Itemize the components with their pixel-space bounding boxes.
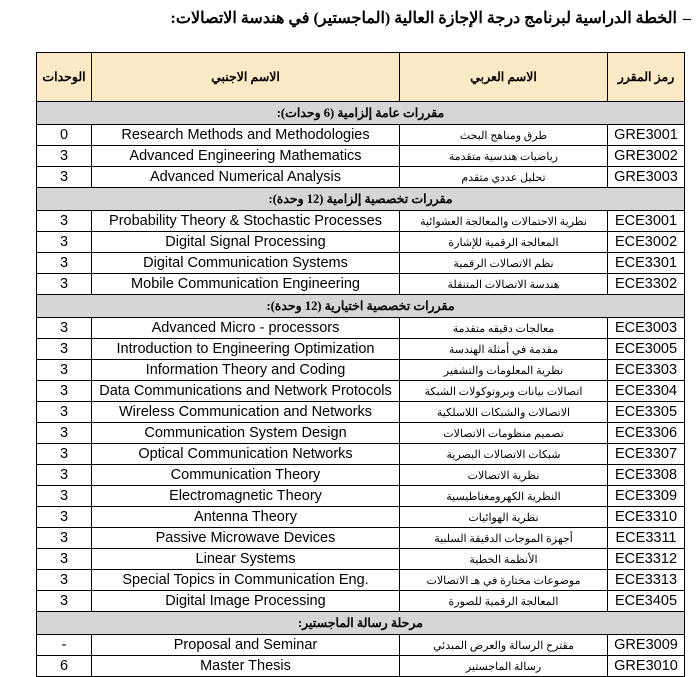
table-row xyxy=(37,549,685,570)
course-arabic-cell: معالجات دقيقه متقدمة xyxy=(400,318,608,339)
course-english-cell: Master Thesis xyxy=(92,656,400,677)
course-units-cell: 3 xyxy=(37,339,92,360)
table-row xyxy=(37,339,685,360)
table-row xyxy=(37,232,685,253)
course-english-cell: Proposal and Seminar xyxy=(92,635,400,656)
column-header-foreign-name: الاسم الاجنبي xyxy=(92,53,400,102)
course-arabic-cell: طرق ومناهج البحث xyxy=(400,125,608,146)
course-english-cell: Digital Signal Processing xyxy=(92,232,400,253)
course-code-cell: ECE3306 xyxy=(608,423,685,444)
course-units-cell: 3 xyxy=(37,402,92,423)
course-arabic-cell: شبكات الاتصالات البصرية xyxy=(400,444,608,465)
course-english-cell: Antenna Theory xyxy=(92,507,400,528)
course-units-cell: 3 xyxy=(37,528,92,549)
course-arabic-cell: المعالجة الرقمية للصورة xyxy=(400,591,608,612)
course-english-cell: Information Theory and Coding xyxy=(92,360,400,381)
course-arabic-cell: الاتصالات والشبكات اللاسلكية xyxy=(400,402,608,423)
course-units-cell: 3 xyxy=(37,549,92,570)
course-code-cell: ECE3309 xyxy=(608,486,685,507)
table-row xyxy=(37,274,685,295)
section-header-row xyxy=(37,102,685,125)
course-code-cell: ECE3302 xyxy=(608,274,685,295)
section-header-row xyxy=(37,295,685,318)
course-english-cell: Mobile Communication Engineering xyxy=(92,274,400,295)
course-units-cell: 3 xyxy=(37,360,92,381)
table-row xyxy=(37,465,685,486)
course-arabic-cell: الأنظمة الخطية xyxy=(400,549,608,570)
course-code-cell: GRE3003 xyxy=(608,167,685,188)
table-row xyxy=(37,528,685,549)
table-row xyxy=(37,635,685,656)
course-english-cell: Digital Communication Systems xyxy=(92,253,400,274)
course-arabic-cell: مقترح الرسالة والعرض المبدئي xyxy=(400,635,608,656)
course-units-cell: 3 xyxy=(37,570,92,591)
course-english-cell: Passive Microwave Devices xyxy=(92,528,400,549)
table-row xyxy=(37,444,685,465)
course-english-cell: Linear Systems xyxy=(92,549,400,570)
course-english-cell: Advanced Engineering Mathematics xyxy=(92,146,400,167)
table-row xyxy=(37,360,685,381)
course-units-cell: 3 xyxy=(37,423,92,444)
course-units-cell: 3 xyxy=(37,274,92,295)
section-title: مرحلة رسالة الماجستير: xyxy=(37,612,685,635)
course-code-cell: GRE3002 xyxy=(608,146,685,167)
course-code-cell: GRE3010 xyxy=(608,656,685,677)
course-units-cell: 3 xyxy=(37,465,92,486)
course-code-cell: ECE3313 xyxy=(608,570,685,591)
course-arabic-cell: موضوعات مختارة في هـ الاتصالات xyxy=(400,570,608,591)
table-row xyxy=(37,167,685,188)
course-arabic-cell: نظرية الاحتمالات والمعالجة العشوائية xyxy=(400,211,608,232)
title-bullet: – xyxy=(683,10,691,27)
course-arabic-cell: رسالة الماجستير xyxy=(400,656,608,677)
course-units-cell: 6 xyxy=(37,656,92,677)
course-arabic-cell: أجهزة الموجات الدقيقة السلبية xyxy=(400,528,608,549)
course-arabic-cell: تحليل عددي متقدم xyxy=(400,167,608,188)
section-header-row xyxy=(37,188,685,211)
course-code-cell: GRE3009 xyxy=(608,635,685,656)
course-units-cell: 3 xyxy=(37,318,92,339)
course-units-cell: 3 xyxy=(37,444,92,465)
table-row xyxy=(37,570,685,591)
section-title: مقررات عامة إلزامية (6 وحدات): xyxy=(37,102,685,125)
table-row xyxy=(37,507,685,528)
page-title-text: الخطة الدراسية لبرنامج درجة الإجازة العالية (الماجستير) في هندسة الاتصالات: xyxy=(170,10,677,27)
course-arabic-cell: هندسة الاتصالات المتنقلة xyxy=(400,274,608,295)
table-row xyxy=(37,146,685,167)
table-row xyxy=(37,656,685,677)
column-header-arabic-name: الاسم العربي xyxy=(400,53,608,102)
course-arabic-cell: اتصالات بيانات وبروتوكولات الشبكة xyxy=(400,381,608,402)
course-code-cell: ECE3308 xyxy=(608,465,685,486)
course-english-cell: Probability Theory & Stochastic Processes xyxy=(92,211,400,232)
course-units-cell: - xyxy=(37,635,92,656)
course-arabic-cell: نظرية المعلومات والتشفير xyxy=(400,360,608,381)
course-english-cell: Electromagnetic Theory xyxy=(92,486,400,507)
course-arabic-cell: تصميم منظومات الاتصالات xyxy=(400,423,608,444)
course-code-cell: ECE3003 xyxy=(608,318,685,339)
course-code-cell: ECE3312 xyxy=(608,549,685,570)
table-row xyxy=(37,125,685,146)
section-title: مقررات تخصصية إلزامية (12 وحدة): xyxy=(37,188,685,211)
section-header-row xyxy=(37,612,685,635)
course-english-cell: Digital Image Processing xyxy=(92,591,400,612)
table-header xyxy=(37,53,685,102)
course-arabic-cell: رياضيات هندسية متقدمة xyxy=(400,146,608,167)
course-code-cell: ECE3002 xyxy=(608,232,685,253)
course-code-cell: ECE3311 xyxy=(608,528,685,549)
course-arabic-cell: النظرية الكهرومغناطيسية xyxy=(400,486,608,507)
course-units-cell: 3 xyxy=(37,381,92,402)
course-code-cell: ECE3303 xyxy=(608,360,685,381)
course-code-cell: ECE3405 xyxy=(608,591,685,612)
table-row xyxy=(37,423,685,444)
course-code-cell: ECE3304 xyxy=(608,381,685,402)
column-header-course-code: رمز المقرر xyxy=(608,53,685,102)
course-english-cell: Communication Theory xyxy=(92,465,400,486)
course-units-cell: 3 xyxy=(37,211,92,232)
course-code-cell: GRE3001 xyxy=(608,125,685,146)
page-title xyxy=(150,9,691,29)
course-code-cell: ECE3301 xyxy=(608,253,685,274)
course-english-cell: Advanced Micro - processors xyxy=(92,318,400,339)
table-row xyxy=(37,381,685,402)
course-code-cell: ECE3305 xyxy=(608,402,685,423)
course-units-cell: 3 xyxy=(37,591,92,612)
course-english-cell: Research Methods and Methodologies xyxy=(92,125,400,146)
course-units-cell: 3 xyxy=(37,167,92,188)
header-row xyxy=(37,53,685,102)
table-row xyxy=(37,318,685,339)
course-code-cell: ECE3005 xyxy=(608,339,685,360)
course-english-cell: Special Topics in Communication Eng. xyxy=(92,570,400,591)
table-row xyxy=(37,591,685,612)
course-units-cell: 3 xyxy=(37,253,92,274)
course-code-cell: ECE3001 xyxy=(608,211,685,232)
course-english-cell: Communication System Design xyxy=(92,423,400,444)
table-row xyxy=(37,211,685,232)
course-units-cell: 0 xyxy=(37,125,92,146)
course-english-cell: Introduction to Engineering Optimization xyxy=(92,339,400,360)
table-body xyxy=(37,102,685,677)
study-plan-table xyxy=(36,52,685,677)
course-arabic-cell: نظرية الهوائيات xyxy=(400,507,608,528)
section-title: مقررات تخصصية اختيارية (12 وحدة): xyxy=(37,295,685,318)
course-english-cell: Data Communications and Network Protocols xyxy=(92,381,400,402)
course-english-cell: Advanced Numerical Analysis xyxy=(92,167,400,188)
table-row xyxy=(37,486,685,507)
table-row xyxy=(37,402,685,423)
table-row xyxy=(37,253,685,274)
course-units-cell: 3 xyxy=(37,507,92,528)
course-units-cell: 3 xyxy=(37,486,92,507)
course-arabic-cell: نظرية الاتصالات xyxy=(400,465,608,486)
course-arabic-cell: مقدمة في أمثلة الهندسة xyxy=(400,339,608,360)
course-arabic-cell: المعالجة الرقمية للإشارة xyxy=(400,232,608,253)
course-code-cell: ECE3310 xyxy=(608,507,685,528)
course-arabic-cell: نظم الاتصالات الرقمية xyxy=(400,253,608,274)
course-code-cell: ECE3307 xyxy=(608,444,685,465)
course-units-cell: 3 xyxy=(37,146,92,167)
course-english-cell: Optical Communication Networks xyxy=(92,444,400,465)
column-header-units: الوحدات xyxy=(37,53,92,102)
course-units-cell: 3 xyxy=(37,232,92,253)
course-english-cell: Wireless Communication and Networks xyxy=(92,402,400,423)
